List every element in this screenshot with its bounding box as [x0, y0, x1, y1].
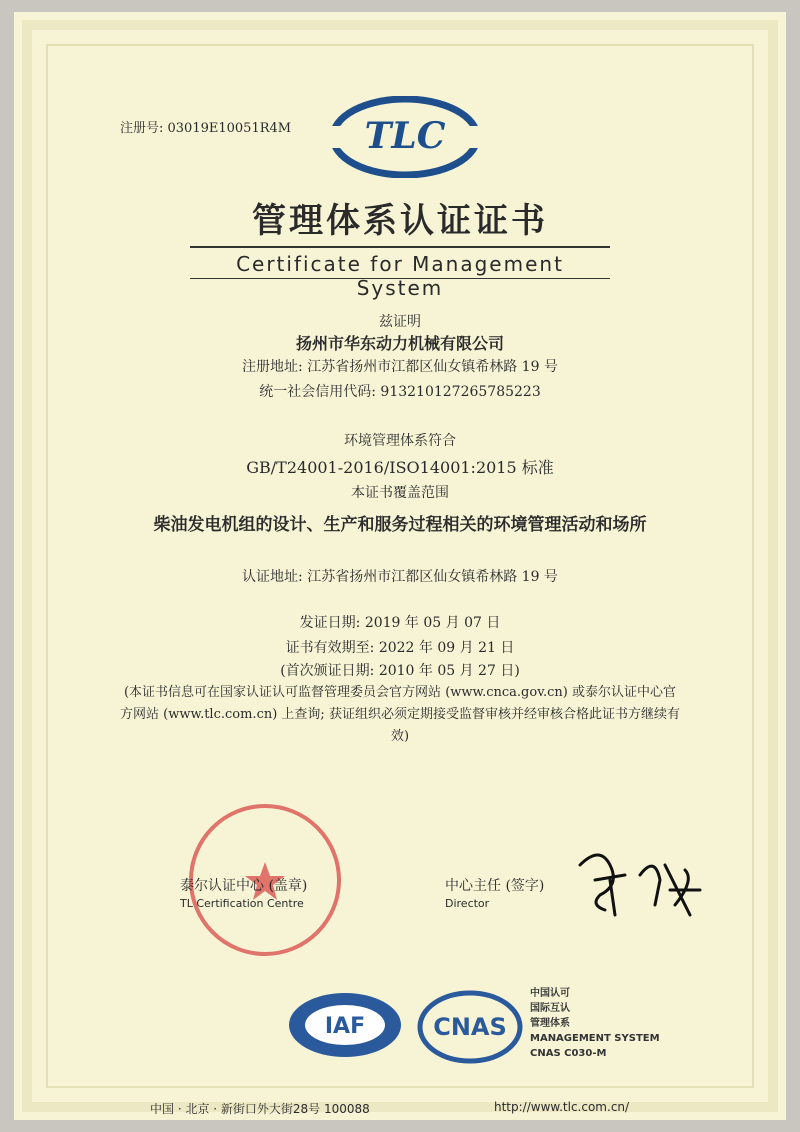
credit-code: 统一社会信用代码: 913210127265785223 [259, 384, 541, 400]
verification-notice: (本证书信息可在国家认证认可监督管理委员会官方网站 (www.cnca.gov.cn) 或泰尔认证中心官方网站 (www.tlc.com.cn) 上查询; 获证组织必须定期接受监督审核并经审核合格此证书方继续有效) [120, 685, 680, 744]
issuer-name-en: TL Certification Centre [180, 897, 304, 910]
valid-until: 证书有效期至: 2022 年 09 月 21 日 [285, 640, 515, 656]
director-block [445, 875, 544, 910]
registered-address: 注册地址: 江苏省扬州市江都区仙女镇希林路 19 号 [242, 359, 558, 375]
company-name: 扬州市华东动力机械有限公司 [295, 334, 504, 353]
cnas-line: MANAGEMENT SYSTEM [530, 1033, 660, 1044]
director-signature [570, 835, 710, 925]
scope-label: 本证书覆盖范围 [351, 485, 449, 501]
hereby-text: 兹证明 [379, 314, 421, 330]
footer-address: 中国 · 北京 · 新街口外大街28号 100088 [150, 1102, 370, 1116]
cnas-logo [415, 988, 525, 1066]
first-issue-date: (首次颁证日期: 2010 年 05 月 27 日) [280, 663, 520, 679]
issuer-name: 泰尔认证中心 (盖章) [180, 878, 308, 894]
cnas-line: CNAS C030-M [530, 1048, 607, 1059]
title-rule-top [190, 246, 610, 248]
issuer-block [180, 875, 307, 910]
conformity-label: 环境管理体系符合 [344, 433, 456, 449]
director-title: 中心主任 (签字) [445, 878, 545, 894]
cnas-accreditation-text [530, 986, 660, 1061]
iaf-label: IAF [324, 1014, 366, 1039]
tlc-logo-text: TLC [364, 115, 446, 157]
title-english: Certificate for Management System [236, 252, 564, 300]
standard: GB/T24001-2016/ISO14001:2015 标准 [246, 458, 554, 477]
footer-url: http://www.tlc.com.cn/ [494, 1100, 630, 1114]
issue-date: 发证日期: 2019 年 05 月 07 日 [299, 615, 501, 631]
registration-number: 注册号: 03019E10051R4M [120, 121, 292, 136]
certification-scope: 柴油发电机组的设计、生产和服务过程相关的环境管理活动和场所 [153, 515, 647, 535]
iaf-logo [285, 990, 405, 1060]
cnas-line: 管理体系 [530, 1018, 570, 1029]
cnas-line: 国际互认 [530, 1003, 570, 1014]
certified-address: 认证地址: 江苏省扬州市江都区仙女镇希林路 19 号 [242, 569, 558, 585]
title-rule-bottom [190, 278, 610, 279]
cnas-line: 中国认可 [530, 988, 570, 999]
director-title-en: Director [445, 897, 490, 910]
title-chinese: 管理体系认证证书 [252, 201, 548, 241]
tlc-logo [330, 96, 480, 178]
cnas-label: CNAS [433, 1013, 507, 1041]
